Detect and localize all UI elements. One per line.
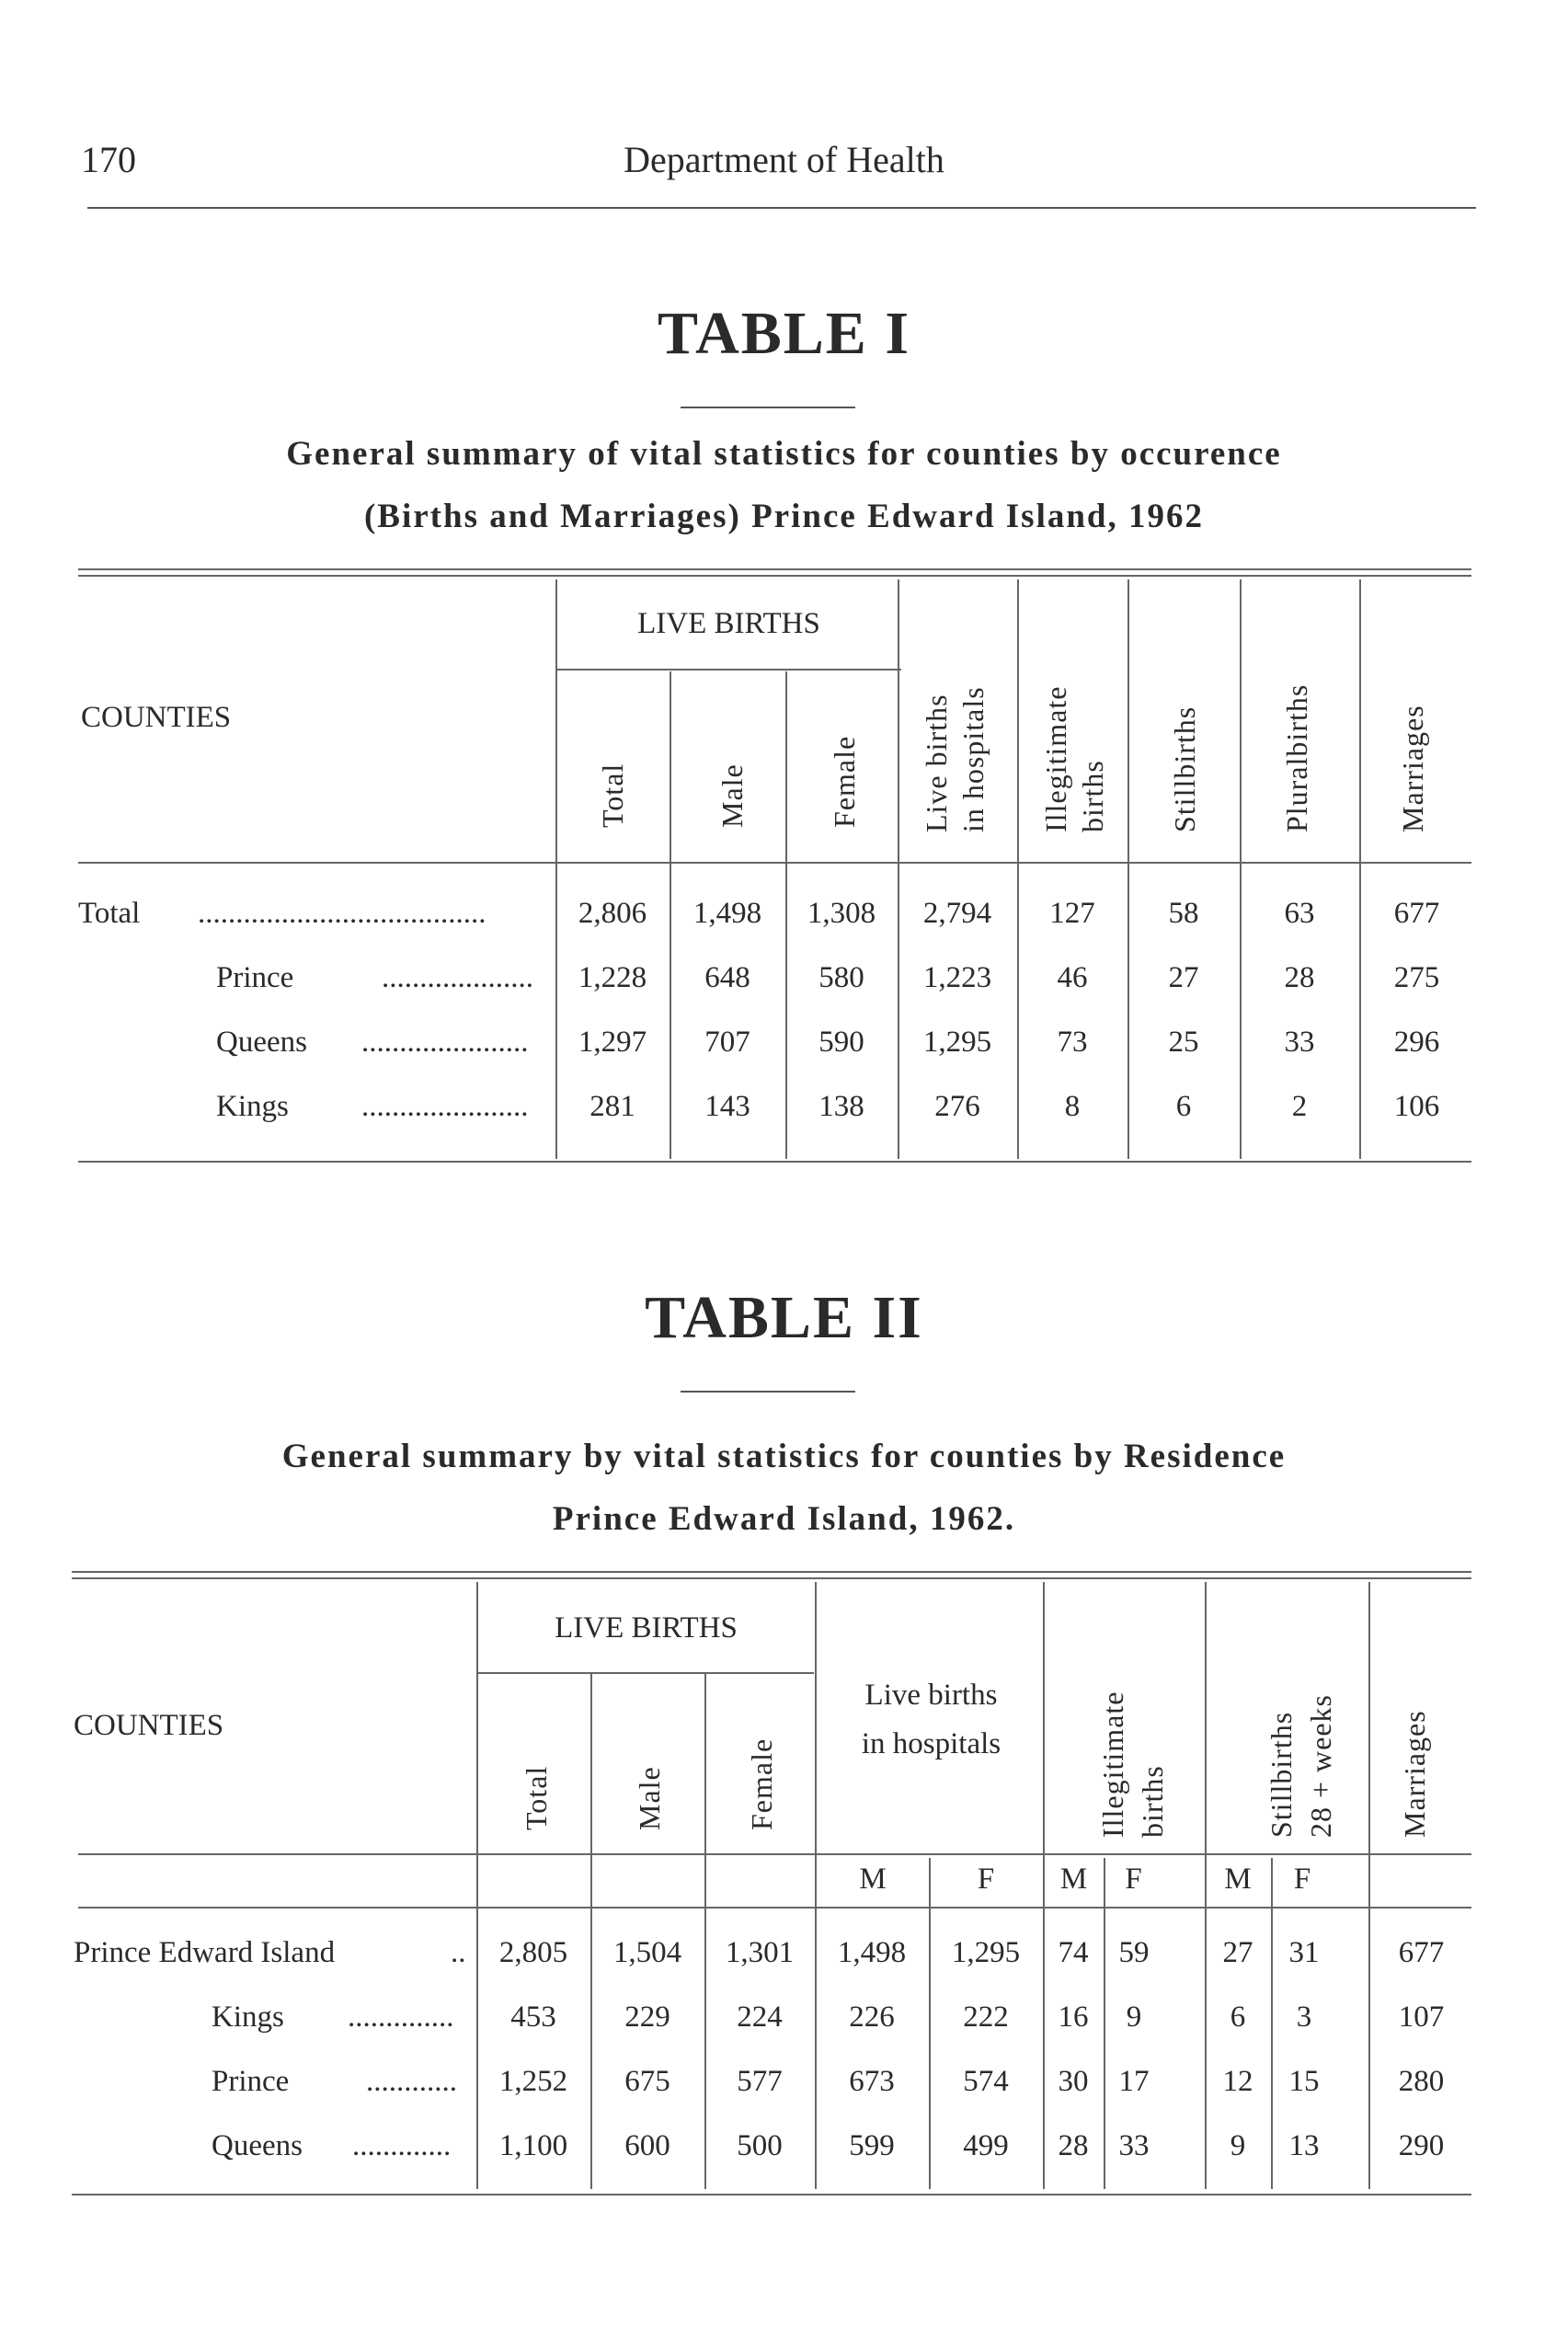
row-label: Kings (216, 1090, 289, 1123)
cell: 127 (1049, 897, 1095, 930)
cell: 31 (1288, 1936, 1320, 1969)
cell: 707 (704, 1026, 750, 1059)
table1-header-marriages: Marriages (1396, 705, 1429, 832)
table1-header-illeg-2: births (1076, 760, 1109, 832)
cell: 8 (1064, 1090, 1081, 1123)
cell: 27 (1168, 961, 1199, 994)
cell: 1,295 (922, 1026, 992, 1059)
cell: 673 (849, 2065, 895, 2098)
table2-header-still-1: Stillbirths (1265, 1711, 1298, 1838)
table1-top-rule-2 (78, 575, 1471, 577)
table1-subtitle-line2: (Births and Marriages) Prince Edward Island, 1962 (363, 498, 1205, 535)
table2-subheader-rule (78, 1907, 1471, 1909)
cell: 275 (1393, 961, 1440, 994)
cell: 6 (1230, 2000, 1246, 2034)
row-label: Queens (212, 2129, 303, 2162)
table2-sub-f-still: F (1293, 1863, 1311, 1896)
cell: 3 (1296, 2000, 1312, 2034)
table2-subtitle-line2: Prince Edward Island, 1962. (552, 1500, 1016, 1538)
cell: 28 (1284, 961, 1315, 994)
cell: 1,223 (922, 961, 992, 994)
table2-header-illeg-1: Illegitimate (1096, 1691, 1129, 1838)
cell: 73 (1057, 1026, 1088, 1059)
table2-subtitle-line1: General summary by vital statistics for counties by Residence (281, 1438, 1287, 1475)
cell: 500 (737, 2129, 783, 2162)
cell: 12 (1222, 2065, 1253, 2098)
table1-header-male: Male (715, 763, 749, 828)
cell: 675 (624, 2065, 670, 2098)
table1-header-hosp-1: Live births (920, 694, 953, 832)
table2-sub-f-illeg: F (1125, 1863, 1142, 1896)
cell: 281 (589, 1090, 635, 1123)
page-number: 170 (81, 139, 136, 180)
table2-header-total: Total (520, 1765, 553, 1830)
header-rule (87, 207, 1476, 209)
cell: 28 (1058, 2129, 1089, 2162)
cell: 30 (1058, 2065, 1089, 2098)
cell: 2,794 (922, 897, 992, 930)
cell: 1,504 (612, 1936, 682, 1969)
cell: 16 (1058, 2000, 1089, 2034)
table2-header-counties: COUNTIES (74, 1709, 224, 1742)
cell: 600 (624, 2129, 670, 2162)
row-label: Prince Edward Island (74, 1936, 336, 1969)
cell: 499 (963, 2129, 1009, 2162)
cell: 1,498 (837, 1936, 907, 1969)
table2-colsep (590, 1674, 592, 2189)
table2-sub-f-hosp: F (977, 1863, 995, 1896)
table1-header-rule (78, 862, 1471, 864)
table1-header-live-births: LIVE BIRTHS (637, 607, 820, 640)
cell: 106 (1393, 1090, 1440, 1123)
cell: 577 (737, 2065, 783, 2098)
table1-header-pluralbirths: Pluralbirths (1280, 683, 1313, 832)
cell: 453 (510, 2000, 556, 2034)
cell: 58 (1168, 897, 1199, 930)
table1-header-total: Total (596, 762, 629, 828)
table2-header-illeg-2: births (1136, 1765, 1169, 1838)
leader-dots: ...................................... (198, 897, 486, 930)
table2-top-rule-2 (72, 1577, 1471, 1579)
cell: 574 (963, 2065, 1009, 2098)
cell: 1,297 (578, 1026, 647, 1059)
leader-dots: ............. (352, 2129, 452, 2162)
cell: 59 (1118, 1936, 1150, 1969)
table2-sub-m-still: M (1224, 1863, 1252, 1896)
cell: 33 (1284, 1026, 1315, 1059)
table1-header-female: Female (828, 735, 861, 828)
cell: 290 (1398, 2129, 1445, 2162)
table2-header-male: Male (633, 1766, 666, 1830)
cell: 1,295 (951, 1936, 1021, 1969)
table2-bottom-rule (72, 2194, 1471, 2195)
cell: 9 (1230, 2129, 1246, 2162)
cell: 296 (1393, 1026, 1440, 1059)
leader-dots: ...................... (361, 1090, 529, 1123)
cell: 580 (818, 961, 864, 994)
table1-colsep (1127, 579, 1129, 1159)
table1-top-rule (78, 568, 1471, 570)
table2-sub-m-hosp: M (859, 1863, 887, 1896)
cell: 229 (624, 2000, 670, 2034)
cell: 224 (737, 2000, 783, 2034)
leader-dots: .................... (382, 961, 533, 994)
table1-live-births-rule (556, 669, 901, 671)
table1-colsep (1017, 579, 1019, 1159)
cell: 2 (1291, 1090, 1308, 1123)
table2-header-live-births: LIVE BIRTHS (555, 1611, 738, 1645)
cell: 1,100 (498, 2129, 568, 2162)
table2-colsep (704, 1674, 706, 2189)
table1-subtitle-line1: General summary of vital statistics for counties by occurence (286, 435, 1282, 473)
row-label: Queens (216, 1026, 307, 1059)
cell: 677 (1393, 897, 1440, 930)
row-label: Kings (212, 2000, 284, 2034)
cell: 25 (1168, 1026, 1199, 1059)
cell: 46 (1057, 961, 1088, 994)
table2-header-rule (78, 1853, 1471, 1855)
cell: 222 (963, 2000, 1009, 2034)
table2-title: TABLE II (645, 1284, 923, 1351)
cell: 1,308 (807, 897, 876, 930)
leader-dots: ...................... (361, 1026, 529, 1059)
cell: 15 (1288, 2065, 1320, 2098)
cell: 599 (849, 2129, 895, 2162)
cell: 280 (1398, 2065, 1445, 2098)
table1-colsep (1359, 579, 1361, 1159)
table2-sub-m-illeg: M (1059, 1863, 1088, 1896)
cell: 9 (1126, 2000, 1142, 2034)
cell: 138 (818, 1090, 864, 1123)
table1-title: TABLE I (657, 300, 911, 367)
row-label: Prince (212, 2065, 290, 2098)
row-label: Total (78, 897, 141, 930)
running-head: Department of Health (624, 139, 944, 180)
cell: 27 (1222, 1936, 1253, 1969)
cell: 143 (704, 1090, 750, 1123)
cell: 13 (1288, 2129, 1320, 2162)
table2-header-hosp-1: Live births (864, 1679, 998, 1712)
table1-header-hosp-2: in hospitals (956, 686, 990, 832)
leader-dots: .. (451, 1936, 466, 1969)
table2-top-rule (72, 1571, 1471, 1573)
cell: 226 (849, 2000, 895, 2034)
table2-title-rule (681, 1391, 855, 1393)
cell: 590 (818, 1026, 864, 1059)
cell: 2,806 (578, 897, 647, 930)
table1-colsep (1240, 579, 1242, 1159)
cell: 677 (1398, 1936, 1445, 1969)
cell: 1,228 (578, 961, 647, 994)
cell: 74 (1058, 1936, 1089, 1969)
cell: 2,805 (498, 1936, 568, 1969)
row-label: Prince (216, 961, 294, 994)
cell: 1,498 (692, 897, 762, 930)
leader-dots: .............. (348, 2000, 454, 2034)
table1-title-rule (681, 407, 855, 408)
cell: 276 (934, 1090, 980, 1123)
table1-header-stillbirths: Stillbirths (1168, 705, 1201, 832)
table2-header-still-2: 28 + weeks (1304, 1693, 1337, 1838)
table1-header-counties: COUNTIES (81, 701, 232, 734)
cell: 107 (1398, 2000, 1445, 2034)
cell: 1,252 (498, 2065, 568, 2098)
cell: 648 (704, 961, 750, 994)
table2-live-births-rule (478, 1672, 814, 1674)
leader-dots: ............ (366, 2065, 457, 2098)
cell: 33 (1118, 2129, 1150, 2162)
table1-bottom-rule (78, 1161, 1471, 1163)
table1-colsep (898, 579, 899, 1159)
table1-header-illeg-1: Illegitimate (1039, 685, 1072, 832)
table2-header-hosp-2: in hospitals (861, 1727, 1001, 1760)
cell: 63 (1284, 897, 1315, 930)
cell: 1,301 (725, 1936, 795, 1969)
cell: 6 (1175, 1090, 1192, 1123)
table1-colsep (555, 579, 557, 1159)
table2-header-female: Female (745, 1737, 778, 1830)
table2-header-marriages: Marriages (1398, 1710, 1431, 1838)
cell: 17 (1118, 2065, 1150, 2098)
